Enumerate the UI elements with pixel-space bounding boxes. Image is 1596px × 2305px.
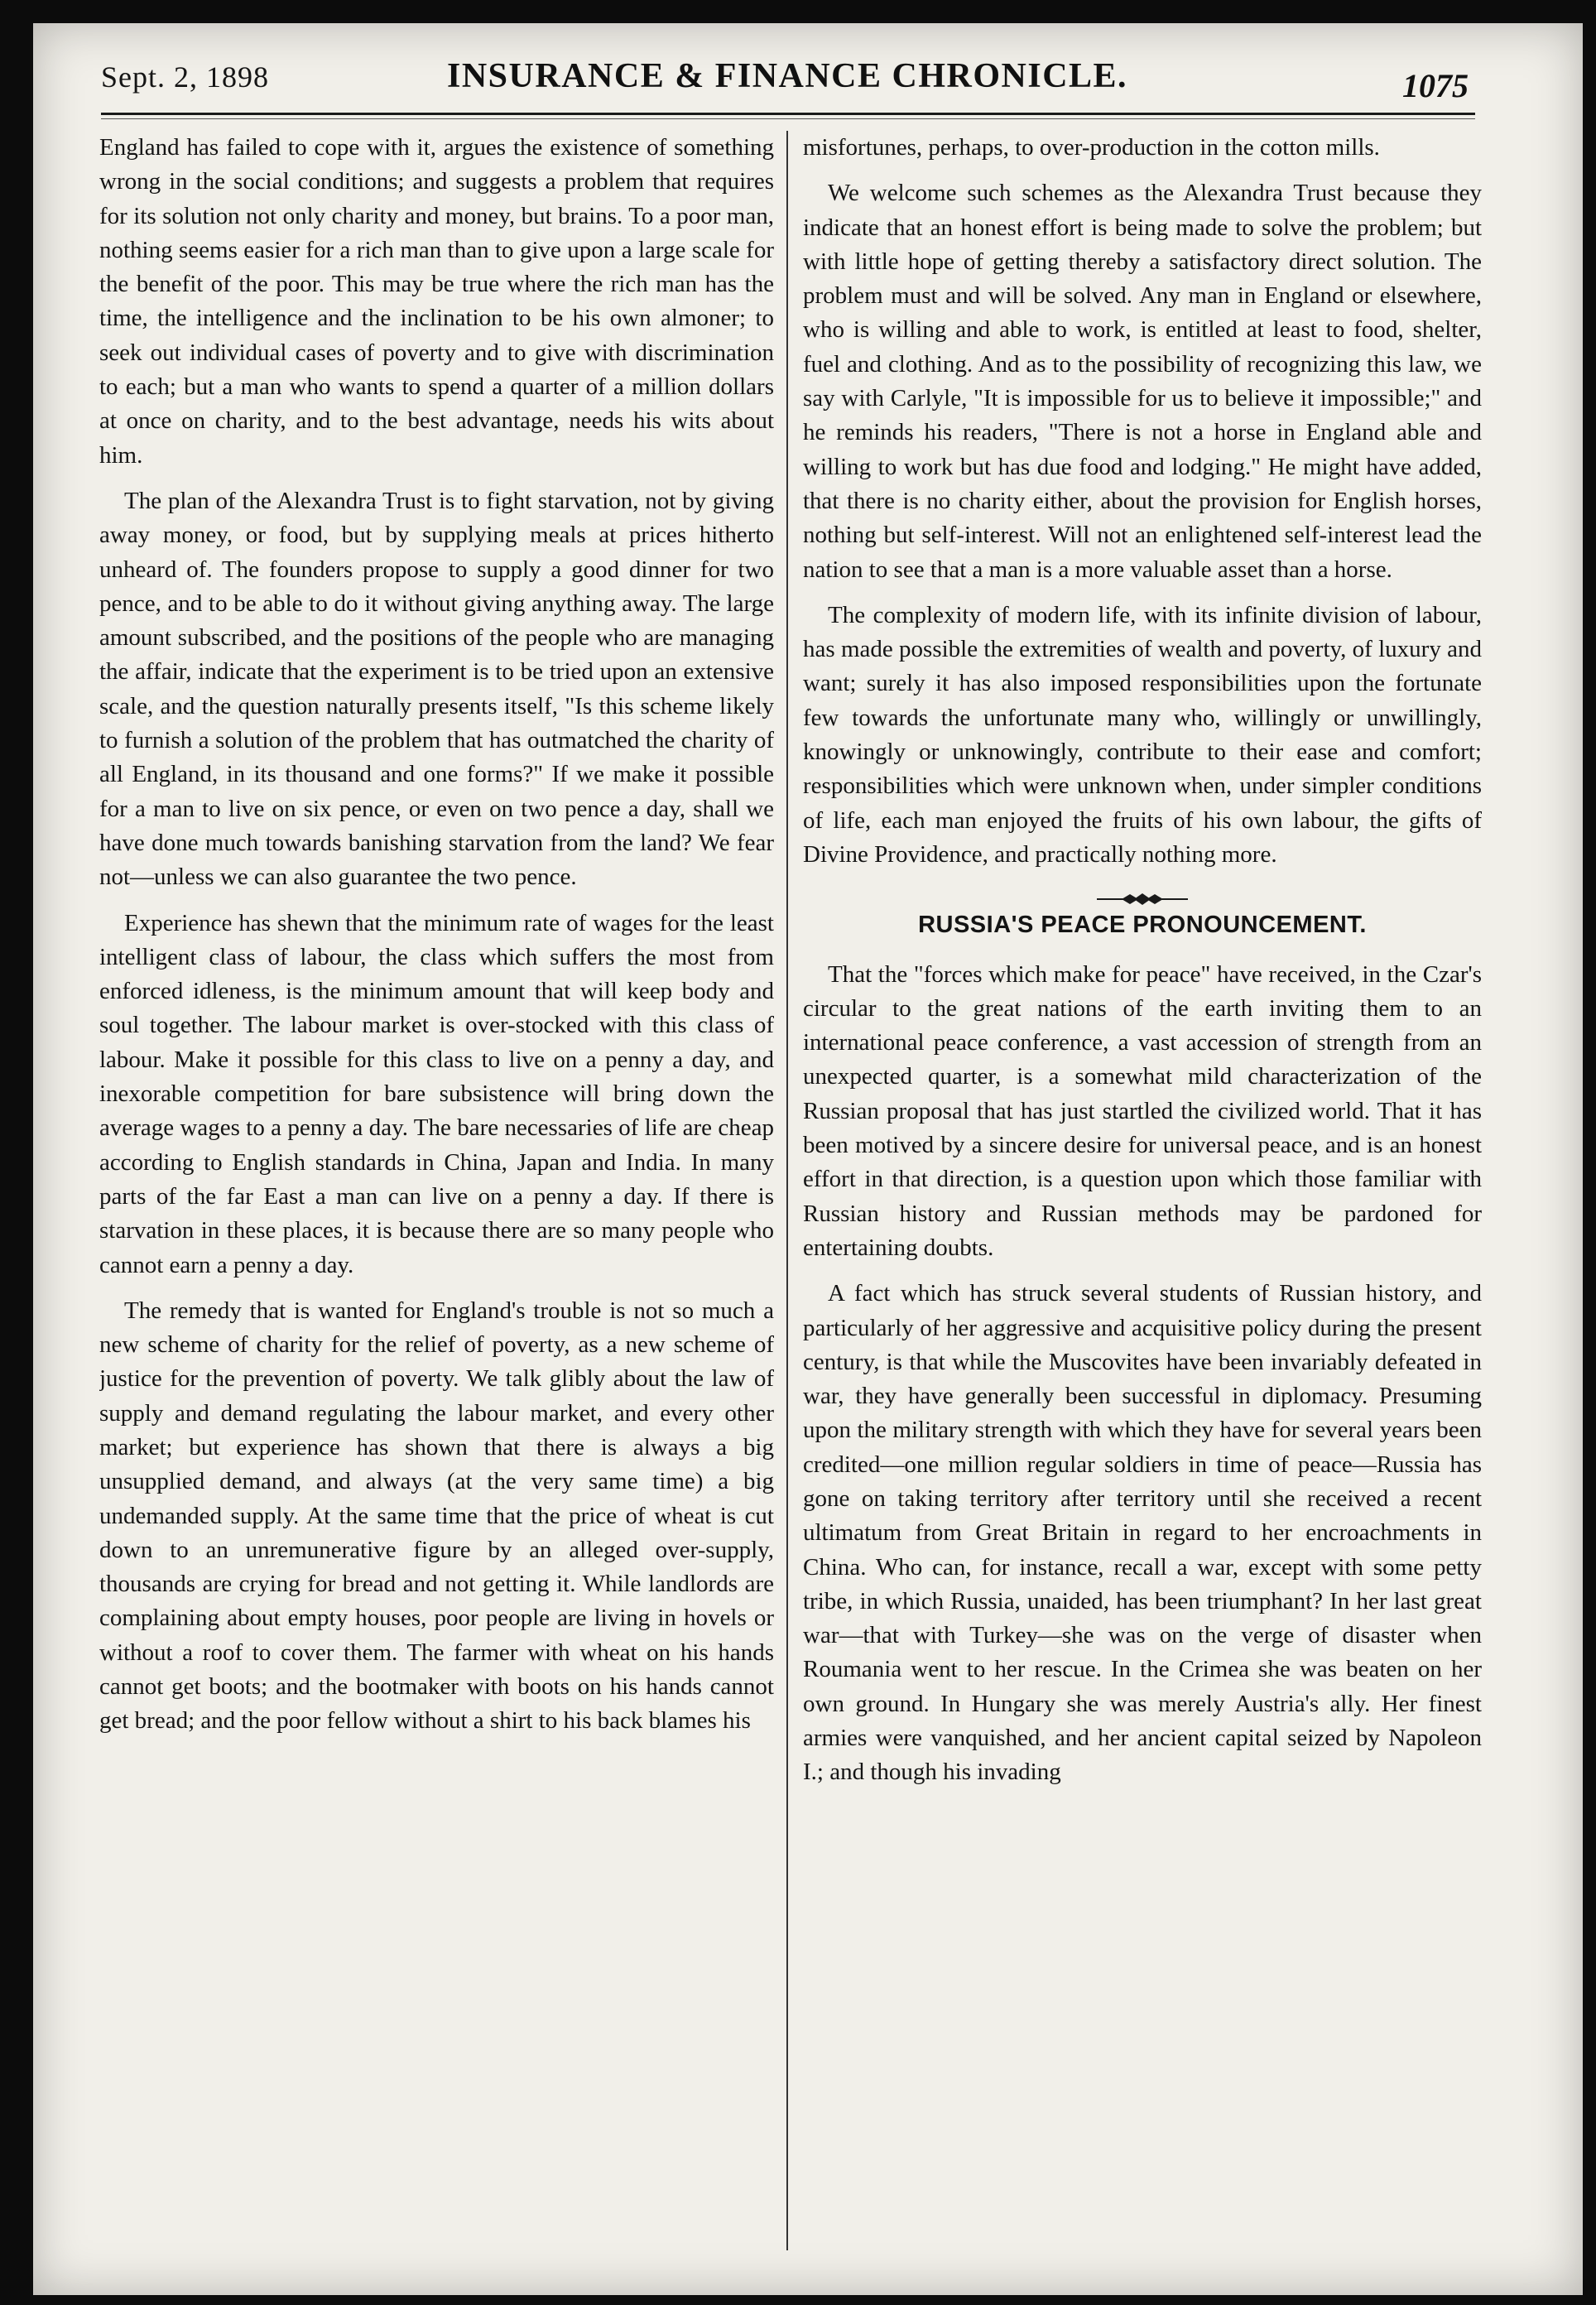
page-number: 1075 — [1402, 67, 1469, 104]
article-paragraph: England has failed to cope with it, argues the existence of something wrong in the social conditions; and suggests a problem that requires for its solution not only charity and money, but brains. To a poor man, nothing seems easier for a rich man than to give upon a large scale for the benefit of the poor. This may be true where the rich man has the time, the intelligence and the inclination to be his own almoner; to seek out individual cases of poverty and to give with discrimination to each; but a man who wants to spend a quarter of a million dollars at once on charity, and to the best advantage, needs his wits about him. — [99, 134, 774, 469]
column-divider — [786, 131, 788, 2250]
issue-date: Sept. 2, 1898 — [101, 60, 270, 94]
article-paragraph: The plan of the Alexandra Trust is to fight starvation, not by giving away money, or food, but by supplying meals at prices hitherto unheard of. The founders propose to supply a good dinner for two pence, and to be able to do it without giving anything away. The large amount subscribed, and the positions of the people who are managing the affair, indicate that the experiment is to be tried upon an extensive scale, and the question naturally presents itself, "Is this scheme likely to furnish a solution of the problem that has outmatched the charity of all England, in its thousand and one forms?" If we make it possible for a man to live on six pence, or even on two pence a day, shall we have done much towards banishing starvation from the land? We fear not—unless we can also guarantee the two pence. — [99, 487, 774, 891]
article-paragraph: The remedy that is wanted for England's trouble is not so much a new scheme of charity for the relief of poverty, as a new scheme of justice for the prevention of poverty. We talk glibly about the law of supply and demand regulating the labour market, and every other market; but experience has shown that there is always a big unsupplied demand, and always (at the very same time) a big undemanded supply. At the same time that the price of wheat is cut down to an unremunerative figure by an alleged over-supply, thousands are crying for bread and not getting it. While landlords are complaining about empty houses, poor people are living in hovels or without a roof to cover them. The farmer with wheat on his hands cannot get boots; and the bootmaker with boots on his hands cannot get bread; and the poor fellow without a shirt to his back blames his — [99, 1297, 774, 1735]
article-paragraph: The complexity of modern life, with its infinite division of labour, has made possible the extremities of wealth and poverty, of luxury and want; surely it has also imposed responsibilities upon the fortunate few towards the unfortunate many who, willingly or unwillingly, knowingly or unknowingly, contribute to their ease and comfort; responsibilities which were unknown when, under simpler conditions of life, each man enjoyed the fruits of his own labour, the gifts of Divine Providence, and practically nothing more. — [803, 601, 1482, 868]
article-paragraph: We welcome such schemes as the Alexandra Trust because they indicate that an honest effort is being made to solve the problem; but with little hope of getting thereby a satisfactory direct solution. The problem must and will be solved. Any man in England or elsewhere, who is willing and able to work, is entitled at least to food, shelter, fuel and clothing. And as to the possibility of recognizing this law, we say with Carlyle, "It is impossible for us to believe it impossible;" and he reminds his readers, "There is not a horse in England able and willing to work but has due food and lodging." He might have added, that there is no charity either, about the provision for English horses, nothing but self-interest. Will not an enlightened self-interest lead the nation to see that a man is a more valuable asset than a horse. — [803, 180, 1482, 583]
section-heading: RUSSIA'S PEACE PRONOUNCEMENT. — [918, 912, 1367, 939]
right-column — [803, 131, 1482, 2267]
left-column — [99, 131, 774, 2267]
article-paragraph: Experience has shewn that the minimum rate of wages for the least intelligent class of labour, the class which suffers the most from enforced idleness, is the minimum amount that will keep body and soul together. The labour market is over-stocked with this class of labour. Make it possible for this class to live on a penny a day, and inexorable competition for bare subsistence will bring down the average wages to a penny a day. The bare necessaries of life are cheap according to English standards in China, Japan and India. In many parts of the far East a man can live on a penny a day. If there is starvation in these places, it is because there are so many people who cannot earn a penny a day. — [99, 909, 774, 1278]
header-rule-thin — [101, 118, 1475, 119]
article-paragraph: That the "forces which make for peace" have received, in the Czar's circular to the great nations of the earth inviting them to an international peace conference, a vast accession of strength from an unexpected quarter, is a somewhat mild characterization of the Russian proposal that has just startled the civilized world. That it has been motived by a sincere desire for universal peace, and is an honest effort in that direction, is a question upon which those familiar with Russian history and Russian methods may be pardoned for entertaining doubts. — [803, 960, 1482, 1261]
article-paragraph: A fact which has struck several students of Russian history, and particularly of her aggressive and acquisitive policy during the present century, is that while the Muscovites have been invariably defeated in war, they have generally been successful in diplomacy. Presuming upon the military strength with which they have for several years been credited—one million regular soldiers in time of peace—Russia has gone on taking territory after territory until she received a recent ultimatum from Great Britain in regard to her encroachments in China. Who can, for instance, recall a war, except with some petty tribe, in which Russia, unaided, has been triumphant? In her last great war—that with Turkey—she was on the verge of disaster when Roumania went to her rescue. In the Crimea she was beaten on her own ground. In Hungary she was merely Austria's ally. Her finest armies were vanquished, and her ancient capital seized by Napoleon I.; and though his invading — [803, 1280, 1482, 1786]
ornament-icon — [1097, 891, 1188, 907]
newspaper-page — [33, 23, 1583, 2295]
section-ornament — [803, 883, 1482, 905]
article-paragraph: misfortunes, perhaps, to over-production in the cotton mills. — [803, 134, 1380, 161]
header-rule — [101, 113, 1475, 115]
publication-title: INSURANCE & FINANCE CHRONICLE. — [447, 57, 1128, 95]
page-header — [33, 23, 1583, 114]
